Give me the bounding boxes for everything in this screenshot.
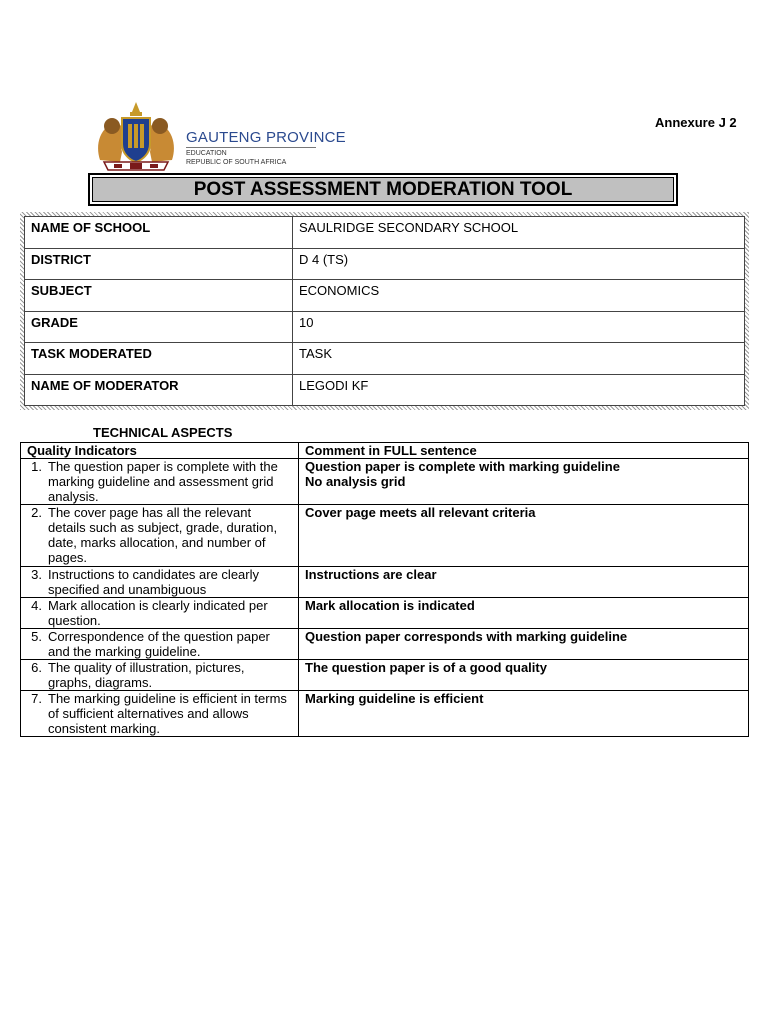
info-row xyxy=(25,248,745,280)
logo-text xyxy=(186,129,346,167)
info-label: TASK MODERATED xyxy=(25,343,293,375)
comment-cell xyxy=(299,505,749,567)
indicator-text: The marking guideline is efficient in terms of sufficient alternatives and allows consistent marking. xyxy=(48,691,287,736)
info-row xyxy=(25,311,745,343)
info-value: LEGODI KF xyxy=(293,374,745,406)
indicator-number: 4. xyxy=(31,598,42,613)
indicator-number: 6. xyxy=(31,660,42,675)
logo-subtitle-country: REPUBLIC OF SOUTH AFRICA xyxy=(186,159,287,166)
table-row xyxy=(21,505,749,567)
info-value: D 4 (TS) xyxy=(293,248,745,280)
quality-indicator-cell xyxy=(21,567,299,598)
logo-divider xyxy=(186,147,316,148)
quality-indicator-cell xyxy=(21,459,299,505)
info-label: GRADE xyxy=(25,311,293,343)
indicator-number: 5. xyxy=(31,629,42,644)
quality-indicator-cell xyxy=(21,629,299,660)
indicator-text: Mark allocation is clearly indicated per question. xyxy=(48,598,268,628)
info-label: NAME OF MODERATOR xyxy=(25,374,293,406)
comment-line: The question paper is of a good quality xyxy=(305,660,547,675)
info-value: SAULRIDGE SECONDARY SCHOOL xyxy=(293,217,745,249)
indicator-text: Instructions to candidates are clearly specified and unambiguous xyxy=(48,567,259,597)
table-row xyxy=(21,567,749,598)
column-header-quality-indicators: Quality Indicators xyxy=(21,443,299,459)
info-label: NAME OF SCHOOL xyxy=(25,217,293,249)
info-label: DISTRICT xyxy=(25,248,293,280)
comment-cell xyxy=(299,691,749,737)
document-title-box xyxy=(88,173,678,206)
comment-cell xyxy=(299,629,749,660)
info-row xyxy=(25,374,745,406)
info-value: 10 xyxy=(293,311,745,343)
document-title: POST ASSESSMENT MODERATION TOOL xyxy=(92,177,674,202)
indicator-text: The quality of illustration, pictures, graphs, diagrams. xyxy=(48,660,245,690)
annexure-label: Annexure J 2 xyxy=(655,115,737,130)
indicator-text: Correspondence of the question paper and the marking guideline. xyxy=(48,629,270,659)
gauteng-logo xyxy=(90,100,346,172)
quality-indicator-cell xyxy=(21,505,299,567)
comment-line: Question paper is complete with marking guideline xyxy=(305,459,620,474)
school-info-table xyxy=(20,212,749,410)
info-row xyxy=(25,280,745,312)
table-row xyxy=(21,660,749,691)
info-row xyxy=(25,343,745,375)
table-row xyxy=(21,629,749,660)
technical-aspects-heading: TECHNICAL ASPECTS xyxy=(93,425,233,440)
comment-cell xyxy=(299,567,749,598)
column-header-comment: Comment in FULL sentence xyxy=(299,443,749,459)
comment-line: Instructions are clear xyxy=(305,567,437,582)
comment-line: Marking guideline is efficient xyxy=(305,691,484,706)
coat-of-arms-icon xyxy=(90,100,182,172)
indicator-number: 3. xyxy=(31,567,42,582)
comment-line: Cover page meets all relevant criteria xyxy=(305,505,536,520)
logo-subtitle-education: EDUCATION xyxy=(186,150,227,157)
comment-cell xyxy=(299,459,749,505)
table-row xyxy=(21,691,749,737)
comment-cell xyxy=(299,660,749,691)
table-row xyxy=(21,598,749,629)
info-value: ECONOMICS xyxy=(293,280,745,312)
table-header-row xyxy=(21,443,749,459)
info-label: SUBJECT xyxy=(25,280,293,312)
comment-line: Mark allocation is indicated xyxy=(305,598,475,613)
comment-line: Question paper corresponds with marking guideline xyxy=(305,629,628,644)
indicator-text: The cover page has all the relevant details such as subject, grade, duration, date, marks allocation, and number of pages. xyxy=(48,505,278,565)
table-row xyxy=(21,459,749,505)
quality-indicator-cell xyxy=(21,691,299,737)
indicator-number: 2. xyxy=(31,505,42,520)
info-value: TASK xyxy=(293,343,745,375)
indicator-number: 7. xyxy=(31,691,42,706)
comment-line: No analysis grid xyxy=(305,474,406,489)
quality-indicators-table xyxy=(20,442,749,737)
comment-cell xyxy=(299,598,749,629)
quality-indicator-cell xyxy=(21,598,299,629)
indicator-text: The question paper is complete with the marking guideline and assessment grid analysis. xyxy=(48,459,278,504)
logo-title: GAUTENG PROVINCE xyxy=(186,129,346,146)
info-row xyxy=(25,217,745,249)
quality-indicator-cell xyxy=(21,660,299,691)
indicator-number: 1. xyxy=(31,459,42,474)
